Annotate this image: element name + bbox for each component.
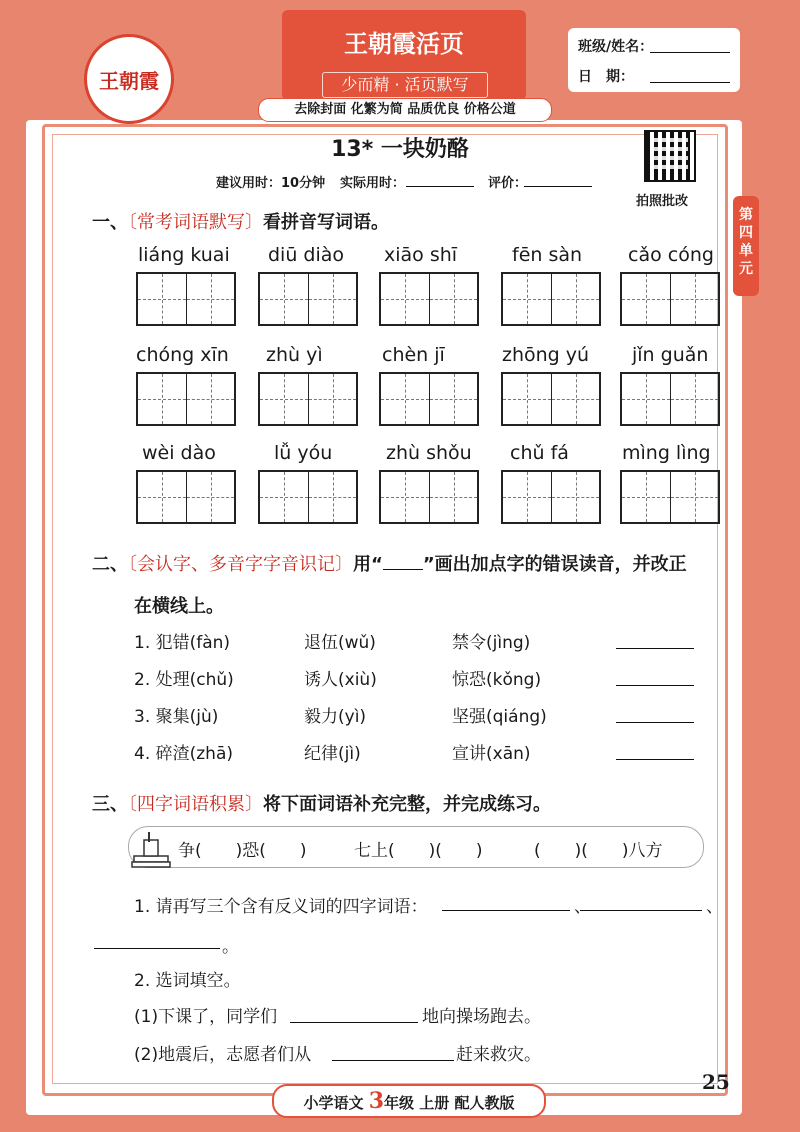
q1-text: 1. 请再写三个含有反义词的四字词语： (134, 897, 428, 917)
pinyin-label: chèn jī (382, 344, 445, 366)
answer-line[interactable] (442, 910, 570, 911)
logo-text: 王朝霞 (99, 68, 159, 93)
pinyin-label: jǐn guǎn (632, 344, 709, 366)
character-grid[interactable] (258, 470, 358, 524)
book-pencil-icon (130, 830, 174, 870)
evaluation-label: 评价： (488, 176, 528, 191)
pronunciation-item: 禁令(jìng) (452, 633, 531, 653)
logo-emblem (84, 34, 174, 124)
pinyin-label: xiāo shī (384, 244, 458, 266)
grid-cell[interactable] (551, 472, 599, 522)
section2-instruction-c: 在横线上。 (134, 596, 224, 617)
fill-word[interactable]: 争( )恐( ) (178, 841, 307, 861)
pronunciation-item: 1. 犯错(fàn) (134, 633, 231, 653)
brand-banner (282, 10, 526, 100)
separator: 、 (706, 897, 723, 917)
pronunciation-item: 纪律(jì) (304, 744, 361, 764)
section2-tag: 〔会认字、多音字字音识记〕 (128, 554, 353, 575)
grid-cell[interactable] (138, 274, 186, 324)
pronunciation-item: 3. 聚集(jù) (134, 707, 219, 727)
grid-cell[interactable] (503, 374, 551, 424)
grid-cell[interactable] (622, 472, 670, 522)
grid-cell[interactable] (186, 374, 234, 424)
grid-cell[interactable] (551, 374, 599, 424)
character-grid[interactable] (258, 372, 358, 426)
class-name-field[interactable] (650, 52, 730, 53)
grid-cell[interactable] (381, 374, 429, 424)
q2-1-text-a: (1)下课了，同学们 (134, 1007, 278, 1027)
grid-cell[interactable] (138, 472, 186, 522)
pinyin-label: lǚ yóu (274, 442, 333, 464)
section1-tag: 〔常考词语默写〕 (128, 212, 263, 233)
character-grid[interactable] (136, 272, 236, 326)
grid-cell[interactable] (670, 472, 718, 522)
pronunciation-item: 宣讲(xān) (452, 744, 531, 764)
pinyin-label: diū diào (268, 244, 345, 266)
pinyin-label: cǎo cóng (628, 244, 714, 266)
grid-cell[interactable] (381, 274, 429, 324)
grid-cell[interactable] (260, 472, 308, 522)
pronunciation-item: 4. 碎渣(zhā) (134, 744, 234, 764)
underline-sample (383, 569, 423, 570)
grid-cell[interactable] (551, 274, 599, 324)
correction-line[interactable] (616, 685, 694, 686)
section2-heading (92, 550, 687, 576)
separator: 、 (574, 897, 591, 917)
pinyin-label: mìng lìng (622, 442, 711, 464)
q2-text: 2. 选词填空。 (134, 971, 241, 991)
character-grid[interactable] (620, 470, 720, 524)
qr-label: 拍照批改 (636, 194, 689, 209)
pinyin-label: zhù shǒu (386, 442, 472, 464)
character-grid[interactable] (136, 470, 236, 524)
student-info-box (568, 28, 740, 92)
section2-instruction-a: 用“ (353, 554, 383, 575)
grid-cell[interactable] (381, 472, 429, 522)
q2-2-text-a: (2)地震后，志愿者们从 (134, 1045, 312, 1065)
qr-code-icon[interactable] (644, 130, 696, 182)
pinyin-label: liáng kuai (138, 244, 230, 266)
grid-cell[interactable] (186, 274, 234, 324)
footer-grade-info (272, 1084, 546, 1118)
grid-cell[interactable] (186, 472, 234, 522)
footer-subject: 小学语文 (303, 1094, 364, 1112)
lesson-title: 13* 一块奶酪 (331, 137, 469, 162)
grid-cell[interactable] (429, 274, 477, 324)
answer-line[interactable] (332, 1060, 454, 1061)
fill-word[interactable]: ( )( )八方 (534, 841, 663, 861)
grid-cell[interactable] (308, 374, 356, 424)
pinyin-label: chǔ fá (510, 442, 569, 464)
character-grid[interactable] (379, 470, 479, 524)
grid-cell[interactable] (503, 472, 551, 522)
grid-cell[interactable] (429, 374, 477, 424)
pinyin-label: chóng xīn (136, 344, 229, 366)
brand-subtitle: 少而精 · 活页默写 (322, 72, 488, 98)
suggested-time: 建议用时：10分钟 (216, 176, 326, 191)
grid-cell[interactable] (260, 274, 308, 324)
character-grid[interactable] (258, 272, 358, 326)
date-field[interactable] (650, 82, 730, 83)
grid-cell[interactable] (429, 472, 477, 522)
actual-time-field[interactable] (406, 186, 474, 187)
pronunciation-item: 惊恐(kǒng) (452, 670, 542, 690)
date-label: 日 期： (578, 69, 634, 85)
pinyin-label: wèi dào (142, 442, 216, 464)
character-grid[interactable] (379, 372, 479, 426)
q2-2-text-b: 赶来救灾。 (456, 1045, 541, 1065)
pronunciation-item: 2. 处理(chǔ) (134, 670, 234, 690)
footer-grade-number: 3 (368, 1088, 385, 1114)
grid-cell[interactable] (670, 374, 718, 424)
fill-word[interactable]: 七上( )( ) (354, 841, 483, 861)
grid-cell[interactable] (503, 274, 551, 324)
answer-line[interactable] (580, 910, 702, 911)
section1-number: 一、 (92, 212, 128, 233)
section3-heading (92, 790, 551, 816)
character-grid[interactable] (620, 372, 720, 426)
pronunciation-item: 坚强(qiáng) (452, 707, 547, 727)
period: 。 (222, 937, 239, 957)
grid-cell[interactable] (260, 374, 308, 424)
section2-instruction-b: ”画出加点字的错误读音，并改正 (422, 554, 687, 575)
q2-1-text-b: 地向操场跑去。 (422, 1007, 541, 1027)
section2-number: 二、 (92, 554, 128, 575)
grid-cell[interactable] (138, 374, 186, 424)
evaluation-field[interactable] (524, 186, 592, 187)
correction-line[interactable] (616, 648, 694, 649)
character-grid[interactable] (501, 272, 601, 326)
pronunciation-item: 退伍(wǔ) (304, 633, 376, 653)
section3-number: 三、 (92, 794, 128, 815)
grid-cell[interactable] (308, 472, 356, 522)
section1-heading (92, 208, 389, 234)
character-grid[interactable] (501, 372, 601, 426)
pinyin-label: zhù yì (266, 344, 323, 366)
character-grid[interactable] (136, 372, 236, 426)
grid-cell[interactable] (622, 374, 670, 424)
correction-line[interactable] (616, 722, 694, 723)
footer-grade-rest: 年级 上册 配人教版 (384, 1094, 515, 1112)
character-grid[interactable] (620, 272, 720, 326)
answer-line[interactable] (94, 948, 220, 949)
page-number: 25 (702, 1070, 730, 1094)
unit-tab: 第四单元 (733, 196, 759, 296)
class-name-label: 班级/姓名： (578, 39, 654, 55)
section3-instruction: 将下面词语补充完整，并完成练习。 (263, 794, 551, 815)
pronunciation-item: 毅力(yì) (304, 707, 367, 727)
section1-instruction: 看拼音写词语。 (263, 212, 389, 233)
brand-title: 王朝霞活页 (344, 30, 464, 58)
correction-line[interactable] (616, 759, 694, 760)
grid-cell[interactable] (670, 274, 718, 324)
section3-tag: 〔四字词语积累〕 (128, 794, 263, 815)
pinyin-label: zhōng yú (502, 344, 590, 366)
pinyin-label: fēn sàn (512, 244, 583, 266)
character-grid[interactable] (501, 470, 601, 524)
grid-cell[interactable] (308, 274, 356, 324)
tagline: 去除封面 化繁为简 品质优良 价格公道 (258, 98, 552, 122)
answer-line[interactable] (290, 1022, 418, 1023)
pronunciation-item: 诱人(xiù) (304, 670, 377, 690)
character-grid[interactable] (379, 272, 479, 326)
grid-cell[interactable] (622, 274, 670, 324)
actual-time-label: 实际用时： (340, 176, 406, 191)
